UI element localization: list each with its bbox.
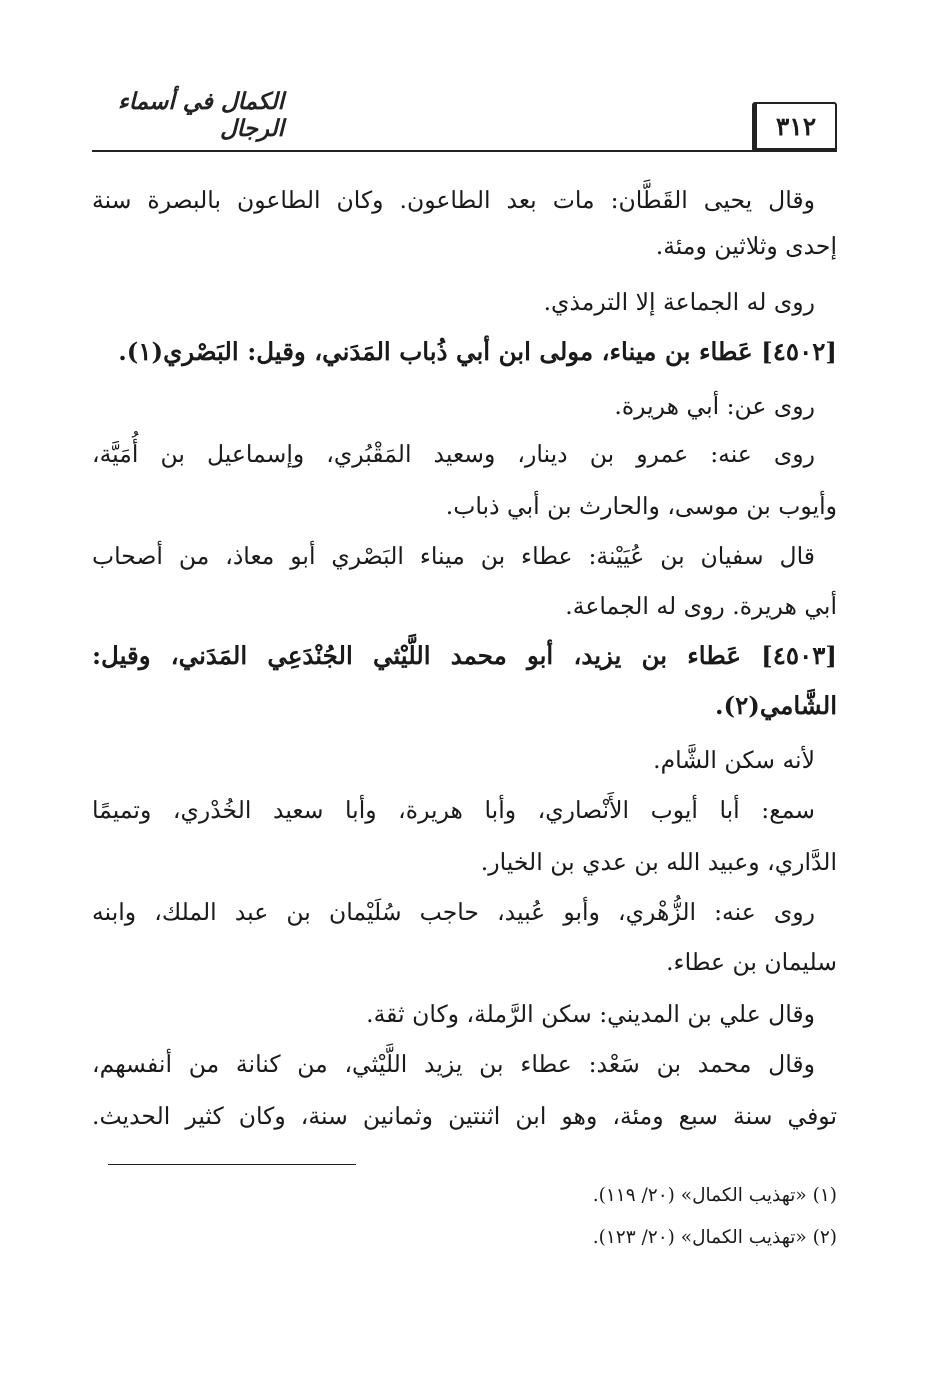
- entry-heading-4503: [٤٥٠٣] عَطاء بن يزيد، أبو محمد اللَّيْثي الجُنْدَعِي المَدَني، وقيل:: [92, 641, 837, 670]
- book-title-text: الكمال في أسماء الرجال: [117, 88, 284, 142]
- header-rule: [92, 150, 837, 152]
- body-line: سمع: أبا أيوب الأَنْصاري، وأبا هريرة، وأبا سعيد الخُدْري، وتميمًا: [92, 796, 815, 824]
- page-header: [92, 86, 837, 152]
- entry-heading-4502: [٤٥٠٢] عَطاء بن ميناء، مولى ابن أبي ذُباب المَدَني، وقيل: البَصْري(١).: [118, 337, 837, 366]
- book-title: [94, 88, 284, 142]
- body-line: لأنه سكن الشَّام.: [653, 746, 815, 774]
- footnote-rule: [108, 1164, 356, 1165]
- body-line: توفي سنة سبع ومئة، وهو ابن اثنتين وثمانين سنة، وكان كثير الحديث.: [92, 1102, 837, 1130]
- body-line: روى عن: أبي هريرة.: [614, 392, 815, 420]
- body-line: الدَّاري، وعبيد الله بن عدي بن الخيار.: [480, 848, 837, 876]
- footnote-2: (٢) «تهذيب الكمال» (٢٠/ ١٢٣).: [592, 1227, 837, 1248]
- body-line: إحدى وثلاثين ومئة.: [655, 232, 837, 260]
- body-line: قال سفيان بن عُيَيْنة: عطاء بن ميناء البَصْري أبو معاذ، من أصحاب: [92, 542, 815, 570]
- body-line: أبي هريرة. روى له الجماعة.: [565, 592, 837, 620]
- body-line: وأيوب بن موسى، والحارث بن أبي ذباب.: [445, 492, 837, 520]
- body-line: سليمان بن عطاء.: [666, 948, 837, 976]
- body-line: وقال علي بن المديني: سكن الرَّملة، وكان ثقة.: [366, 1000, 815, 1028]
- body-line: روى له الجماعة إلا الترمذي.: [543, 288, 815, 316]
- body-line: وقال يحيى القَطَّان: مات بعد الطاعون. وكان الطاعون بالبصرة سنة: [92, 186, 815, 214]
- page-number: ٣١٢: [775, 111, 817, 141]
- body-line: وقال محمد بن سَعْد: عطاء بن يزيد اللَّيْثي، من كنانة من أنفسهم،: [92, 1050, 815, 1078]
- entry-heading-4503-cont: الشَّامي(٢).: [714, 691, 837, 720]
- footnote-1: (١) «تهذيب الكمال» (٢٠/ ١١٩).: [592, 1185, 837, 1206]
- body-line: روى عنه: الزُّهْري، وأبو عُبيد، حاجب سُلَيْمان بن عبد الملك، وابنه: [92, 898, 815, 926]
- body-line: روى عنه: عمرو بن دينار، وسعيد المَقْبُري، وإسماعيل بن أُمَيَّة،: [92, 440, 815, 468]
- page-number-box: [752, 102, 837, 152]
